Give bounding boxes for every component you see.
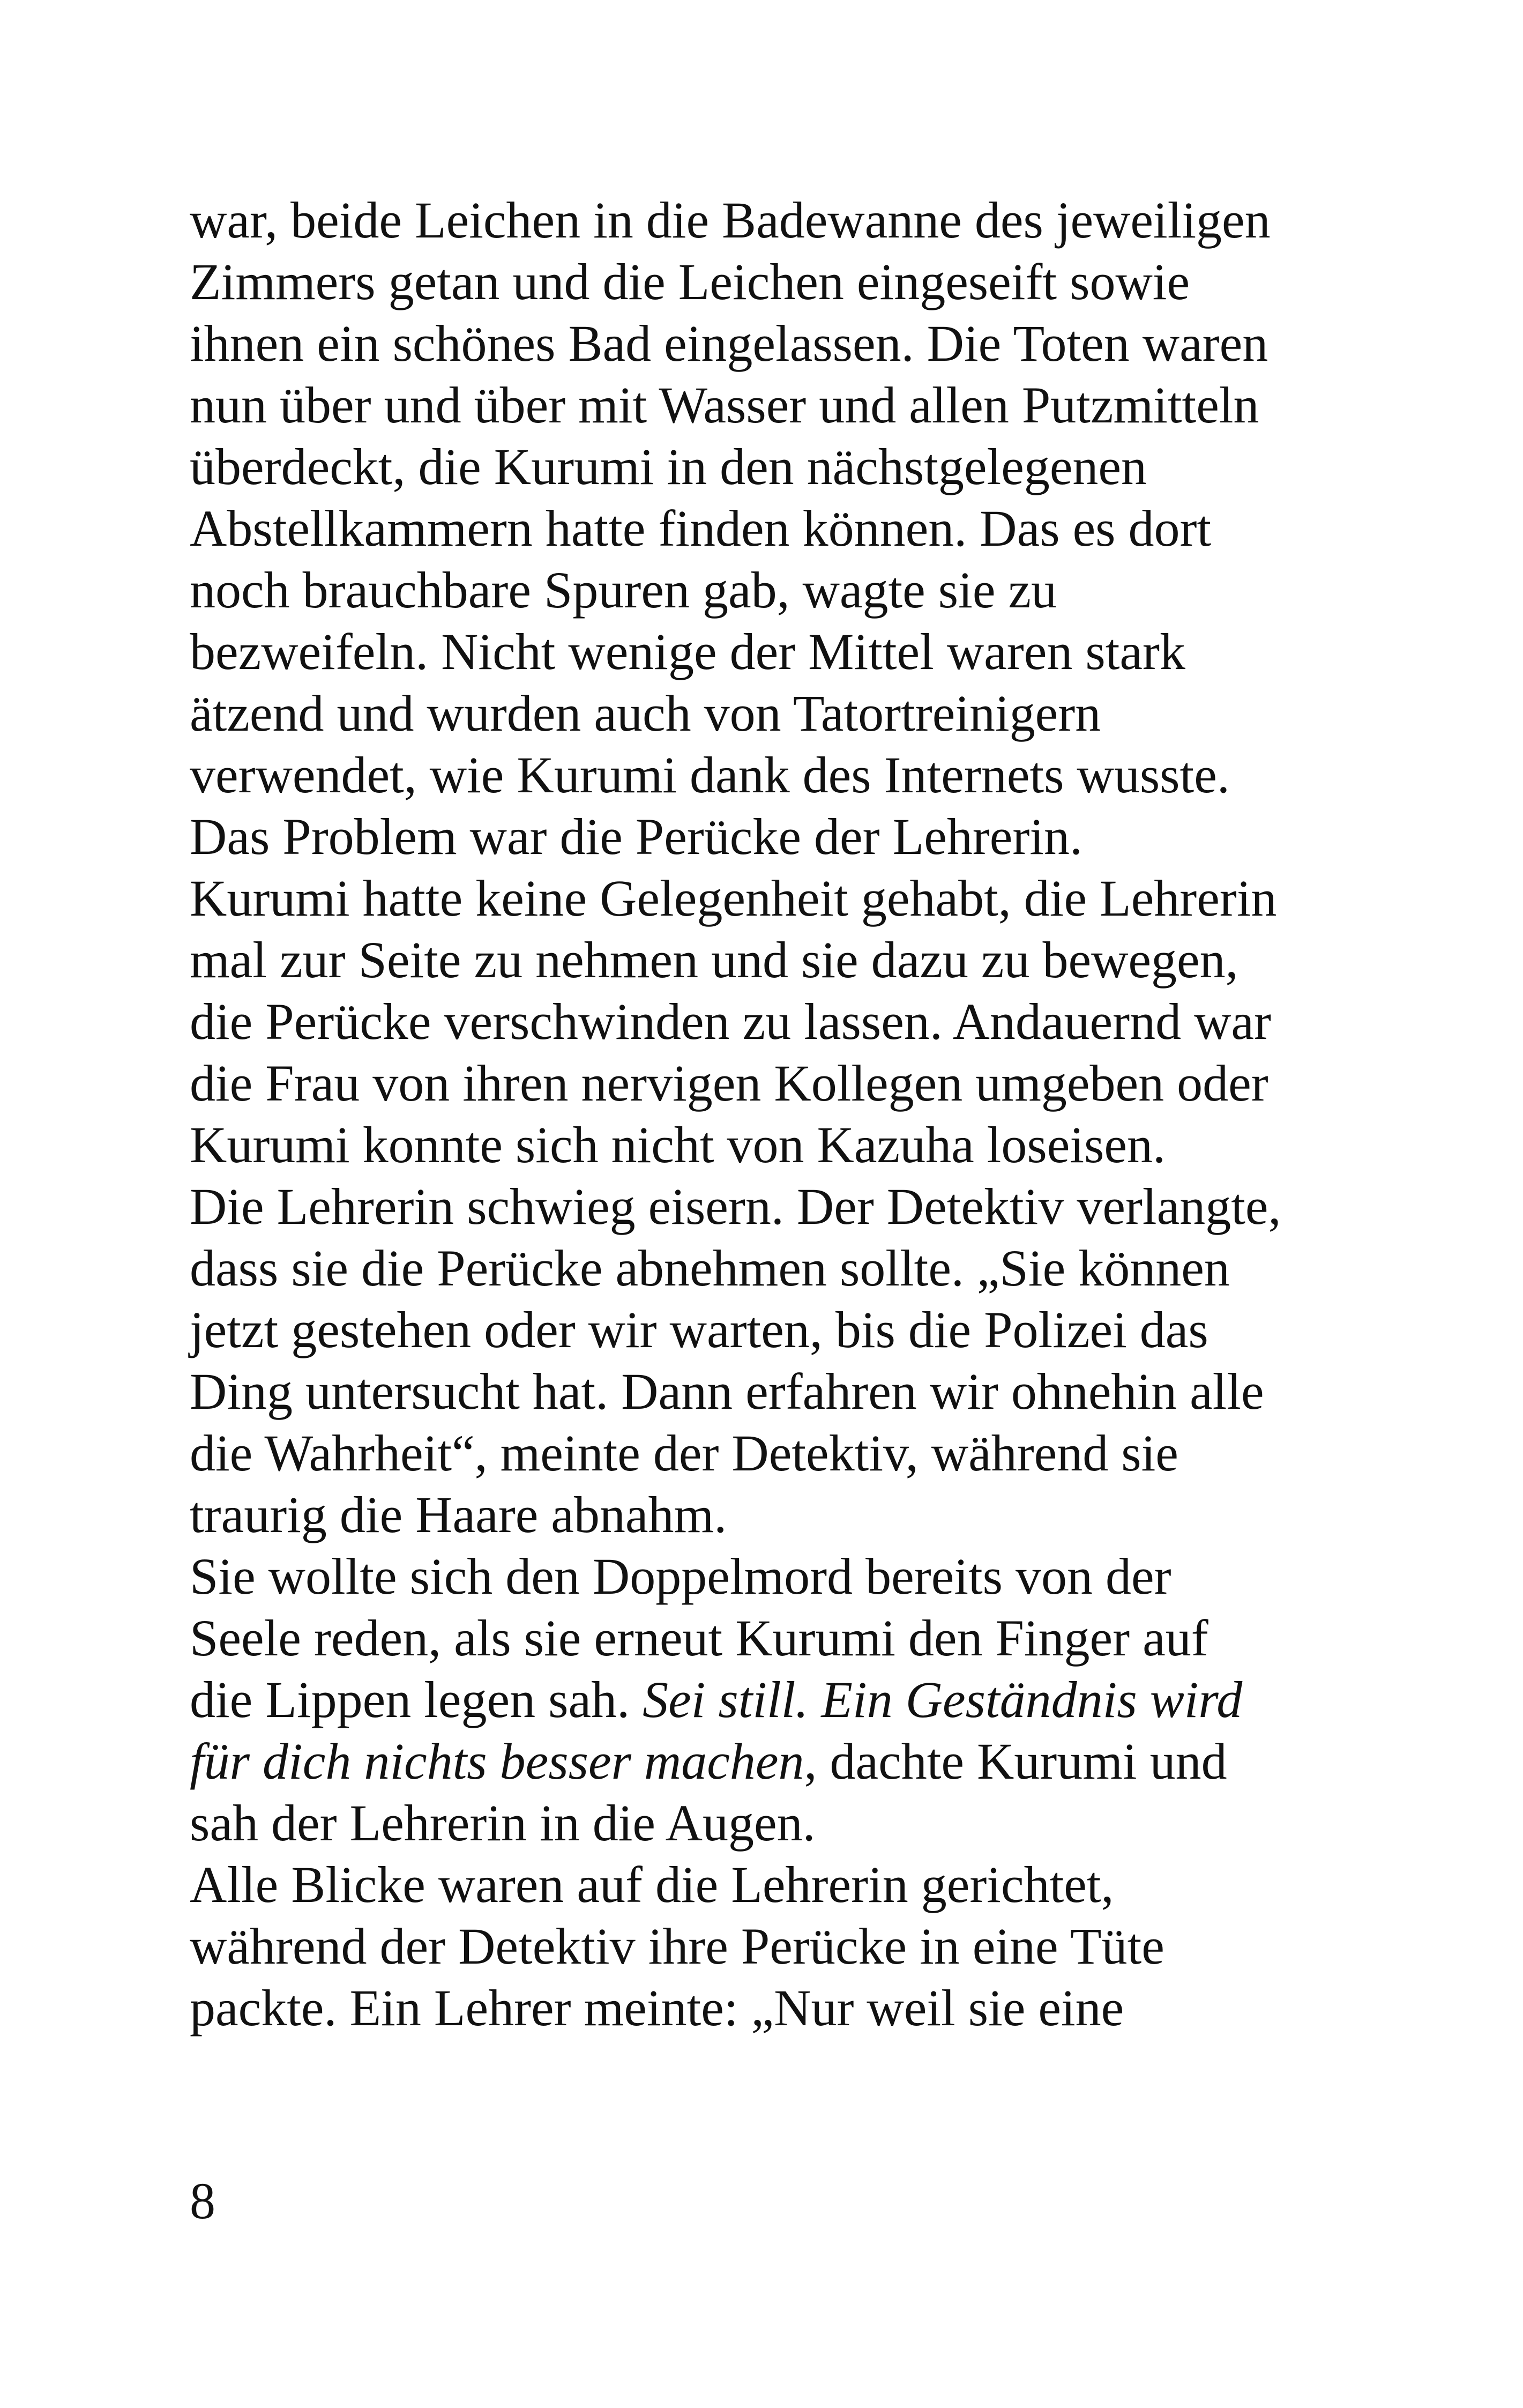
text-line: Kurumi konnte sich nicht von Kazuha loseisen. <box>190 1116 1166 1173</box>
text-line: Ding untersucht hat. Dann erfahren wir ohnehin alle <box>190 1363 1264 1420</box>
text-line: Sie wollte sich den Doppelmord bereits von der <box>190 1548 1171 1605</box>
italic-thought: Sei still. Ein Geständnis wird <box>643 1671 1243 1728</box>
text-line: die Wahrheit“, meinte der Detektiv, während sie <box>190 1424 1178 1482</box>
text-line: sah der Lehrerin in die Augen. <box>190 1794 816 1852</box>
text-line: die Lippen legen sah. Sei still. Ein Geständnis wird <box>190 1671 1243 1728</box>
text-line: Zimmers getan und die Leichen eingeseift sowie <box>190 253 1190 310</box>
text-line: die Perücke verschwinden zu lassen. Andauernd war <box>190 993 1271 1050</box>
text-line: Abstellkammern hatte finden können. Das es dort <box>190 500 1212 557</box>
text-line: während der Detektiv ihre Perücke in eine Tüte <box>190 1918 1164 1975</box>
page-number: 8 <box>190 2172 215 2229</box>
body-text <box>190 189 1395 2039</box>
text-line: ätzend und wurden auch von Tatortreinigern <box>190 685 1101 742</box>
text-line: bezweifeln. Nicht wenige der Mittel waren stark <box>190 623 1185 680</box>
text-line: war, beide Leichen in die Badewanne des jeweiligen <box>190 191 1271 249</box>
text-line: Alle Blicke waren auf die Lehrerin gerichtet, <box>190 1856 1114 1913</box>
text-line: mal zur Seite zu nehmen und sie dazu zu bewegen, <box>190 931 1238 989</box>
text-line: Seele reden, als sie erneut Kurumi den Finger auf <box>190 1609 1208 1667</box>
text-line: verwendet, wie Kurumi dank des Internets wusste. <box>190 746 1230 804</box>
text-line: traurig die Haare abnahm. <box>190 1486 727 1543</box>
text-line: dass sie die Perücke abnehmen sollte. „Sie können <box>190 1239 1230 1297</box>
text-line: ihnen ein schönes Bad eingelassen. Die Toten waren <box>190 315 1268 372</box>
text-line: Das Problem war die Perücke der Lehrerin. <box>190 808 1083 865</box>
text-line: Kurumi hatte keine Gelegenheit gehabt, die Lehrerin <box>190 869 1277 927</box>
text-line: packte. Ein Lehrer meinte: „Nur weil sie eine <box>190 1979 1124 2037</box>
text-line: für dich nichts besser machen, dachte Kurumi und <box>190 1733 1227 1790</box>
text-line: noch brauchbare Spuren gab, wagte sie zu <box>190 561 1057 619</box>
text-line: überdeckt, die Kurumi in den nächstgelegenen <box>190 438 1147 495</box>
text-line: jetzt gestehen oder wir warten, bis die Polizei das <box>190 1301 1208 1358</box>
italic-thought: für dich nichts besser machen <box>190 1733 804 1790</box>
text-line: die Frau von ihren nervigen Kollegen umgeben oder <box>190 1054 1268 1112</box>
text-line: Die Lehrerin schwieg eisern. Der Detektiv verlangte, <box>190 1178 1281 1235</box>
text-line: nun über und über mit Wasser und allen Putzmitteln <box>190 376 1259 434</box>
